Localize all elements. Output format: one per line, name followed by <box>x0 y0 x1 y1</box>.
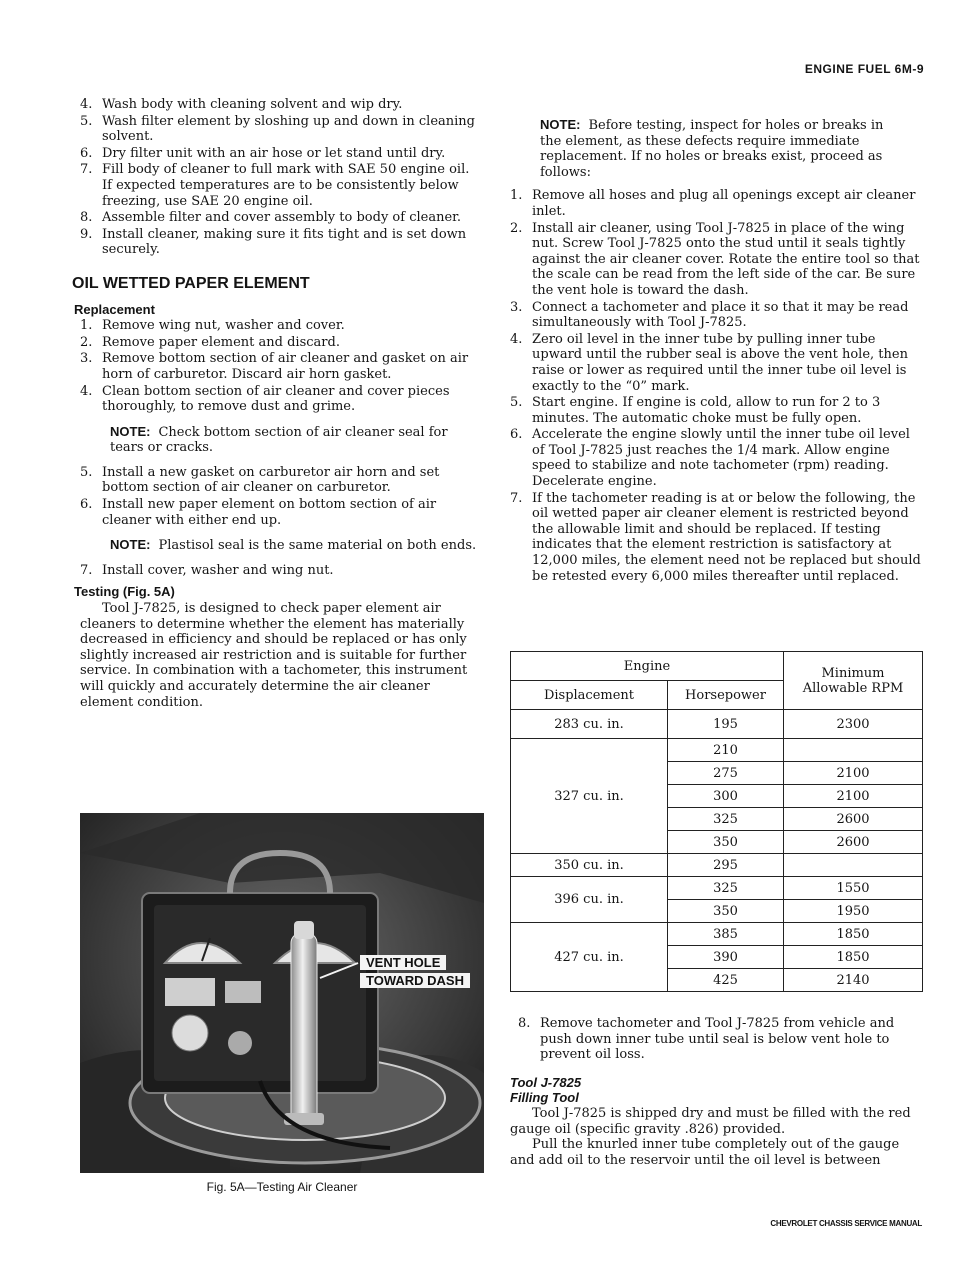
filling-title: Filling Tool <box>510 1090 579 1106</box>
table-row: 327 cu. in. 210 <box>511 739 923 762</box>
list-item: 1. Remove wing nut, washer and cover. <box>80 318 345 334</box>
list-item: 6. Accelerate the engine slowly until the inner tube oil level of Tool J-7825 just reaches the 1/4 mark. Allow engine speed to stabilize and note tachometer (rpm) reading. Decelerate engine. <box>510 427 910 490</box>
list-item: 2. Remove paper element and discard. <box>80 334 340 350</box>
final-steps <box>510 1016 924 1063</box>
table-header-row <box>511 652 923 681</box>
list-item: 2. Install air cleaner, using Tool J-7825 in place of the wing nut. Screw Tool J-7825 onto the stud until it seals tightly against the air cleaner cover. Rotate the entire tool so that the scale can be read from the left side of the car. Be sure the vent hole is toward the dash. <box>510 220 920 298</box>
replacement-steps-continued <box>80 465 478 528</box>
table-row: 275 2100 <box>511 762 923 785</box>
cleaning-steps <box>80 97 478 258</box>
note-plastisol: NOTE: Plastisol seal is the same material on both ends. <box>110 537 477 554</box>
list-item: 3. Connect a tachometer and place it so that it may be read simultaneously with Tool J-7825. <box>510 299 909 331</box>
replacement-steps <box>80 318 478 415</box>
list-item: 5. Start engine. If engine is cold, allow to run for 2 to 3 minutes. The automatic choke must be fully open. <box>510 395 881 426</box>
page-footer: CHEVROLET CHASSIS SERVICE MANUAL <box>770 1219 922 1228</box>
section-title: OIL WETTED PAPER ELEMENT <box>72 274 310 292</box>
header-displacement: Displacement <box>511 681 668 710</box>
list-item: 7. Install cover, washer and wing nut. <box>80 562 334 578</box>
left-column <box>72 97 478 710</box>
filling-title-tool: Tool J-7825 <box>510 1074 582 1090</box>
figure-testing-air-cleaner <box>80 813 484 1173</box>
header-engine: Engine <box>511 652 784 681</box>
figure-caption: Fig. 5A—Testing Air Cleaner <box>206 1180 358 1194</box>
table-row: 350 2600 <box>511 831 923 854</box>
page-header: ENGINE FUEL 6M-9 <box>804 62 924 76</box>
right-column <box>510 117 924 585</box>
table-row: 325 2600 <box>511 808 923 831</box>
callout-toward-dash: TOWARD DASH <box>360 973 470 988</box>
table-row: 350 cu. in. 295 <box>511 854 923 877</box>
list-item: 4. Zero oil level in the inner tube by pulling inner tube upward until the rubber seal is above the vent hole, then raise or lower as required until the inner tube oil level is exactly to the “0” mark. <box>510 331 908 394</box>
callout-vent-hole: VENT HOLE <box>360 955 446 970</box>
table-row: 425 2140 <box>511 969 923 992</box>
filling-paragraph-2: Pull the knurled inner tube completely out of the gauge and add oil to the reservoir until the oil level is between <box>510 1137 900 1168</box>
list-item: 8. Assemble filter and cover assembly to body of cleaner. <box>80 210 462 226</box>
list-item: 4. Clean bottom section of air cleaner and cover pieces thoroughly, to remove dust and grime. <box>80 383 450 415</box>
filling-paragraph-1: Tool J-7825 is shipped dry and must be filled with the red gauge oil (specific gravity .826) provided. <box>510 1105 911 1137</box>
list-item: 3. Remove bottom section of air cleaner and gasket on air horn of carburetor. Discard air horn gasket. <box>80 351 469 382</box>
testing-heading: Testing (Fig. 5A) <box>74 584 175 600</box>
list-item: 6. Install new paper element on bottom section of air cleaner with either end up. <box>80 497 437 528</box>
table-row: 427 cu. in. 385 1850 <box>511 923 923 946</box>
table-row: 350 1950 <box>511 900 923 923</box>
header-minimum-rpm: Minimum Allowable RPM <box>784 652 923 710</box>
rpm-spec-table <box>510 651 923 992</box>
table-row: 300 2100 <box>511 785 923 808</box>
list-item: 1. Remove all hoses and plug all openings except air cleaner inlet. <box>510 188 916 219</box>
header-horsepower: Horsepower <box>668 681 784 710</box>
figure-photo <box>80 813 484 1173</box>
list-item: 6. Dry filter unit with an air hose or let stand until dry. <box>80 145 446 161</box>
testing-steps <box>510 188 924 584</box>
list-item: 5. Install a new gasket on carburetor air horn and set bottom section of air cleaner on carburetor. <box>80 464 440 496</box>
list-item: 7. Fill body of cleaner to full mark with SAE 50 engine oil. If expected temperatures are to be consistently below freezing, use SAE 20 engine oil. <box>80 162 470 209</box>
list-item: 5. Wash filter element by sloshing up and down in cleaning solvent. <box>80 113 475 145</box>
testing-paragraph: Tool J-7825, is designed to check paper element air cleaners to determine whether the element has materially decreased in efficiency and should be replaced or has only slightly increased air restriction and is suitable for further service. In combination with a tachometer, this instrument will quickly and accurately determine the air cleaner element condition. <box>80 601 468 710</box>
replacement-heading: Replacement <box>74 301 155 317</box>
replacement-steps-final <box>80 563 478 579</box>
table-row: 390 1850 <box>511 946 923 969</box>
list-item: 8. Remove tachometer and Tool J-7825 from vehicle and push down inner tube until seal is below vent hole to prevent oil loss. <box>518 1016 895 1063</box>
table-row: 396 cu. in. 325 1550 <box>511 877 923 900</box>
list-item: 4. Wash body with cleaning solvent and wip dry. <box>80 97 403 112</box>
note-inspect: NOTE: Before testing, inspect for holes or breaks in the element, as these defects require immediate replacement. If no holes or breaks exist, proceed as follows: <box>540 117 884 180</box>
right-column-bottom <box>510 1016 924 1168</box>
table-row: 283 cu. in. 195 2300 <box>511 710 923 739</box>
note-seal-check: NOTE: Check bottom section of air cleaner seal for tears or cracks. <box>110 423 448 456</box>
list-item: 9. Install cleaner, making sure it fits tight and is set down securely. <box>80 226 467 258</box>
list-item: 7. If the tachometer reading is at or below the following, the oil wetted paper air cleaner element is restricted beyond the allowable limit and should be replaced. If testing indicates that the element restriction is satisfactory at 12,000 miles, the element need not be replaced but should be retested every 6,000 miles thereafter until replaced. <box>510 490 921 584</box>
